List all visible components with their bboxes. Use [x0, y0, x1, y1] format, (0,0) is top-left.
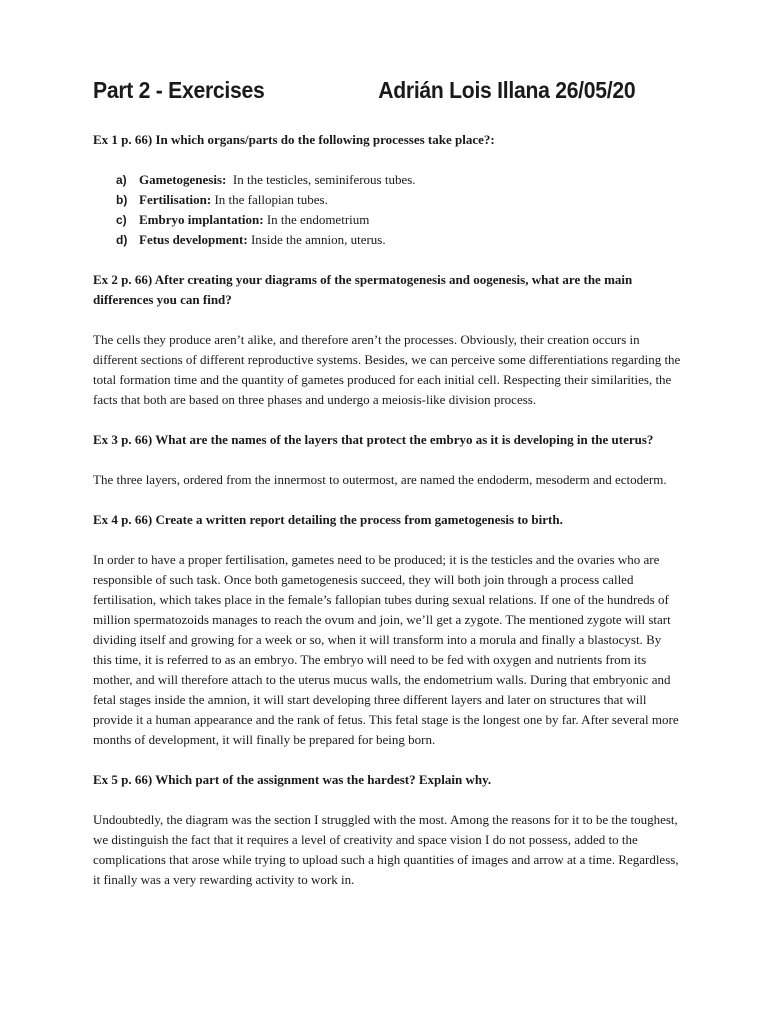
list-term: Embryo implantation:	[139, 212, 264, 227]
list-item	[93, 190, 683, 210]
list-term: Fetus development:	[139, 232, 248, 247]
ex4-question: Ex 4 p. 66) Create a written report detailing the process from gametogenesis to birth.	[93, 512, 563, 527]
ex2-question: Ex 2 p. 66) After creating your diagrams of the spermatogenesis and oogenesis, what are the main differences you can find?	[93, 272, 633, 307]
list-answer: Inside the amnion, uterus.	[247, 232, 386, 247]
ex1-answer-list	[93, 170, 683, 250]
ex3-answer: The three layers, ordered from the innermost to outermost, are named the endoderm, mesoderm and ectoderm.	[93, 472, 667, 487]
ex1-question: Ex 1 p. 66) In which organs/parts do the following processes take place?:	[93, 132, 495, 147]
list-item	[93, 210, 683, 230]
list-marker: a)	[116, 173, 127, 187]
list-term: Gametogenesis:	[139, 172, 227, 187]
ex4-answer: In order to have a proper fertilisation, gametes need to be produced; it is the testicles and the ovaries who are responsible of such task. Once both gametogenesis succeed, they will both join through a process called fertilisation, which takes place in the female’s fallopian tubes during sexual relations. If one of the hundreds of million spermatozoids manages to reach the ovum and join, we’ll get a zygote. The mentioned zygote will start dividing itself and growing for a week or so, when it will transform into a morula and finally a blastocyst. By this time, it is referred to as an embryo. The embryo will need to be fed with oxygen and nutrients from its mother, and will therefore attach to the uterus mucus walls, the endometrium walls. During that embryonic and fetal stages inside the amnion, it will start developing three different layers and later on structures that will provide it a human appearance and the rank of fetus. This fetal stage is the longest one by far. After several more months of development, it will finally be prepared for being born.	[93, 552, 679, 747]
document-page	[93, 72, 683, 890]
list-marker: b)	[116, 193, 128, 207]
author-date: Adrián Lois Illana 26/05/20	[378, 77, 636, 103]
list-item	[93, 170, 683, 190]
list-marker: c)	[116, 213, 127, 227]
list-answer: In the fallopian tubes.	[211, 192, 328, 207]
list-answer: In the testicles, seminiferous tubes.	[226, 172, 416, 187]
ex5-question: Ex 5 p. 66) Which part of the assignment was the hardest? Explain why.	[93, 772, 492, 787]
document-title: Part 2 - Exercises	[93, 77, 265, 103]
list-term: Fertilisation:	[139, 192, 212, 207]
list-item	[93, 230, 683, 250]
ex3-question: Ex 3 p. 66) What are the names of the layers that protect the embryo as it is developing in the uterus?	[93, 432, 654, 447]
list-answer: In the endometrium	[263, 212, 370, 227]
ex5-answer: Undoubtedly, the diagram was the section I struggled with the most. Among the reasons for it to be the toughest, we distinguish the fact that it requires a level of creativity and space vision I do not possess, added to the complications that arose while trying to upload such a high quantities of images and arrow at a time. Regardless, it finally was a very rewarding activity to work in.	[93, 812, 679, 887]
document-header	[93, 72, 636, 112]
ex2-answer: The cells they produce aren’t alike, and therefore aren’t the processes. Obviously, their creation occurs in different sections of different reproductive systems. Besides, we can perceive some differentiations regarding the total formation time and the quantity of gametes produced for each initial cell. Respecting their similarities, the facts that both are based on three phases and undergo a meiosis-like division process.	[93, 332, 681, 407]
list-marker: d)	[116, 233, 128, 247]
